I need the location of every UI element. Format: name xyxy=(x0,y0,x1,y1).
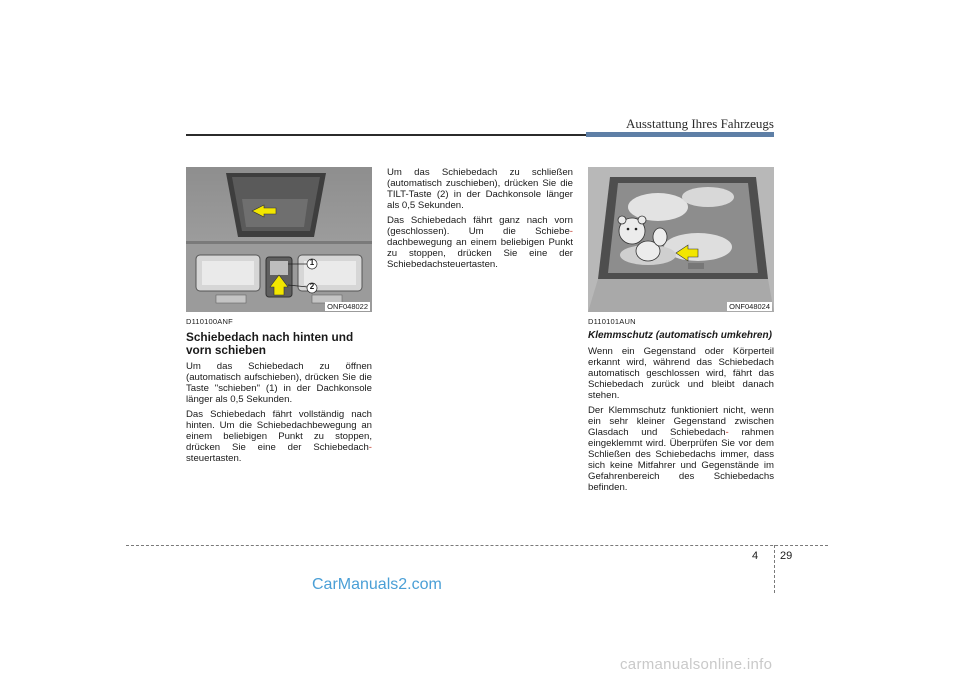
column-right xyxy=(588,316,774,497)
paragraph-open: Um das Schiebedach zu öffnen (automatisch aufschieben), drücken Sie die Taste "schieben" (1) in der Dachkonsole länger als 0,5 Sekunden. xyxy=(186,361,372,405)
paragraph-text: Das Schiebedach fährt ganz nach vorn (geschlossen). Um die Schiebe xyxy=(387,215,573,237)
header-accent-bar xyxy=(586,132,774,137)
paragraph-close: Um das Schiebedach zu schließen (automatisch zuschieben), drücken Sie die TILT-Taste (2) in der Dachkonsole länger als 0,5 Sekunden. xyxy=(387,167,573,211)
soft-hyphen: - xyxy=(368,442,372,453)
paragraph-text-end: rahmen eingeklemmt wird. Überprüfen Sie vor dem Schließen des Schiebedachs immer, dass sich keine Mitfahrer und Gegenstände im Gefahrenbereich des Schiebedachs befinden. xyxy=(588,427,774,493)
page-number: 29 xyxy=(780,550,793,562)
figure-overhead-console xyxy=(186,167,372,312)
footer-rule xyxy=(126,545,828,546)
section-code: D110100ANF xyxy=(186,317,233,326)
column-left xyxy=(186,316,372,468)
section-code: D110101AUN xyxy=(588,317,636,326)
paragraph-text: Der Klemmschutz funktioniert nicht, wenn ein sehr kleiner Gegenstand zwischen Glasdach und Schiebedach xyxy=(588,405,774,438)
header-rule xyxy=(186,134,586,136)
section-title: Ausstattung Ihres Fahrzeugs xyxy=(625,116,774,131)
section-heading: Klemmschutz (automatisch umkehren) xyxy=(588,330,772,341)
soft-hyphen: - xyxy=(725,427,729,438)
overhead-console-illustration xyxy=(186,167,372,312)
paragraph-detect: Wenn ein Gegenstand oder Körperteil erkannt wird, während das Schiebedach automatisch geschlossen wird, fährt das Schiebedach zurück und bleibt danach stehen. xyxy=(588,346,774,401)
heading-line-1: Schiebedach nach hinten und xyxy=(186,330,354,344)
watermark-carmanuals2[interactable]: CarManuals2.com xyxy=(312,576,442,593)
figure-sunroof-pinch xyxy=(588,167,774,312)
callout-2: 2 xyxy=(309,282,315,291)
chapter-number: 4 xyxy=(752,550,759,562)
paragraph-stop xyxy=(387,215,573,270)
section-heading xyxy=(186,331,372,356)
column-middle xyxy=(387,167,573,274)
watermark-carmanualsonline[interactable]: carmanualsonline.info xyxy=(620,656,773,673)
paragraph-text-end: dachbewegung an einem beliebigen Punkt zu stoppen, drücken Sie eine der Schiebedachsteuertasten. xyxy=(387,237,573,270)
figure-caption: ONF048024 xyxy=(729,302,770,311)
page-number-divider xyxy=(774,545,775,593)
figure-caption: ONF048022 xyxy=(327,302,368,311)
soft-hyphen: - xyxy=(569,226,573,237)
paragraph-text: Das Schiebedach fährt vollständig nach hinten. Um die Schiebedachbewegung an einem beliebigen Punkt zu stoppen, drücken Sie eine der Schiebedach xyxy=(186,409,372,453)
paragraph-stop xyxy=(186,409,372,464)
callout-1: 1 xyxy=(309,258,315,267)
heading-line-2: vorn schieben xyxy=(186,342,266,357)
paragraph-text-end: steuertasten. xyxy=(186,453,242,464)
paragraph-warning xyxy=(588,405,774,493)
sunroof-pinch-illustration xyxy=(588,167,774,312)
